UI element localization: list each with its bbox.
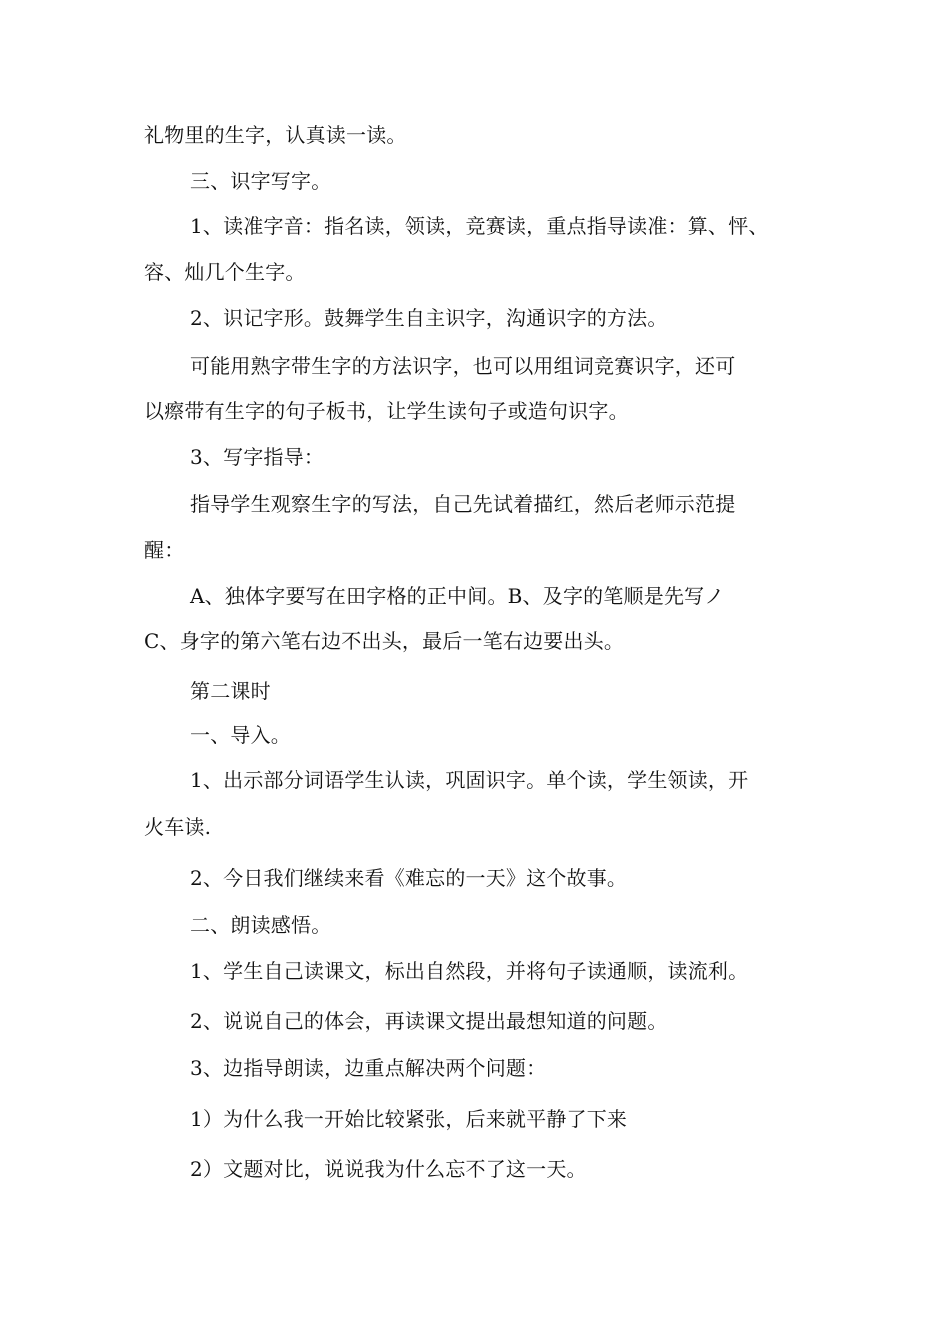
text-line: 3、写字指导： [190,445,325,469]
text-line: 2、今日我们继续来看《难忘的一天》这个故事。 [190,866,628,890]
section-heading: 一、导入。 [190,723,291,747]
section-heading: 三、识字写字。 [190,169,332,193]
text-line: 礼物里的生字，认真读一读。 [144,123,407,147]
text-line: 火车读. [144,815,212,839]
text-line: 2、识记字形。鼓舞学生自主识字，沟通识字的方法。 [190,306,668,330]
text-line: 1、出示部分词语学生认读，巩固识字。单个读，学生领读，开 [190,768,749,792]
text-line: 1、学生自己读课文，标出自然段，并将句子读通顺，读流利。 [190,959,749,983]
text-line: C、身字的第六笔右边不出头，最后一笔右边要出头。 [144,629,625,653]
section-heading: 第二课时 [190,679,271,703]
text-line: 3、边指导朗读，边重点解决两个问题： [190,1056,547,1080]
section-heading: 二、朗读感悟。 [190,913,332,937]
text-line: 可能用熟字带生字的方法识字，也可以用组词竞赛识字，还可 [190,354,736,378]
text-line: 1、读准字音：指名读，领读，竞赛读，重点指导读准：算、怦、 [190,214,769,238]
text-line: 容、灿几个生字。 [144,260,306,284]
text-line: 2）文题对比，说说我为什么忘不了这一天。 [190,1157,587,1181]
text-line: 指导学生观察生字的写法，自己先试着描红，然后老师示范提 [190,492,736,516]
text-line: 1）为什么我一开始比较紧张，后来就平静了下来 [190,1107,628,1131]
text-line: A、独体字要写在田字格的正中间。B、及字的笔顺是先写ノ [190,584,725,608]
text-line: 2、说说自己的体会，再读课文提出最想知道的问题。 [190,1009,668,1033]
text-line: 醒： [144,538,185,562]
text-line: 以瘵带有生字的句子板书，让学生读句子或造句识字。 [144,399,629,423]
